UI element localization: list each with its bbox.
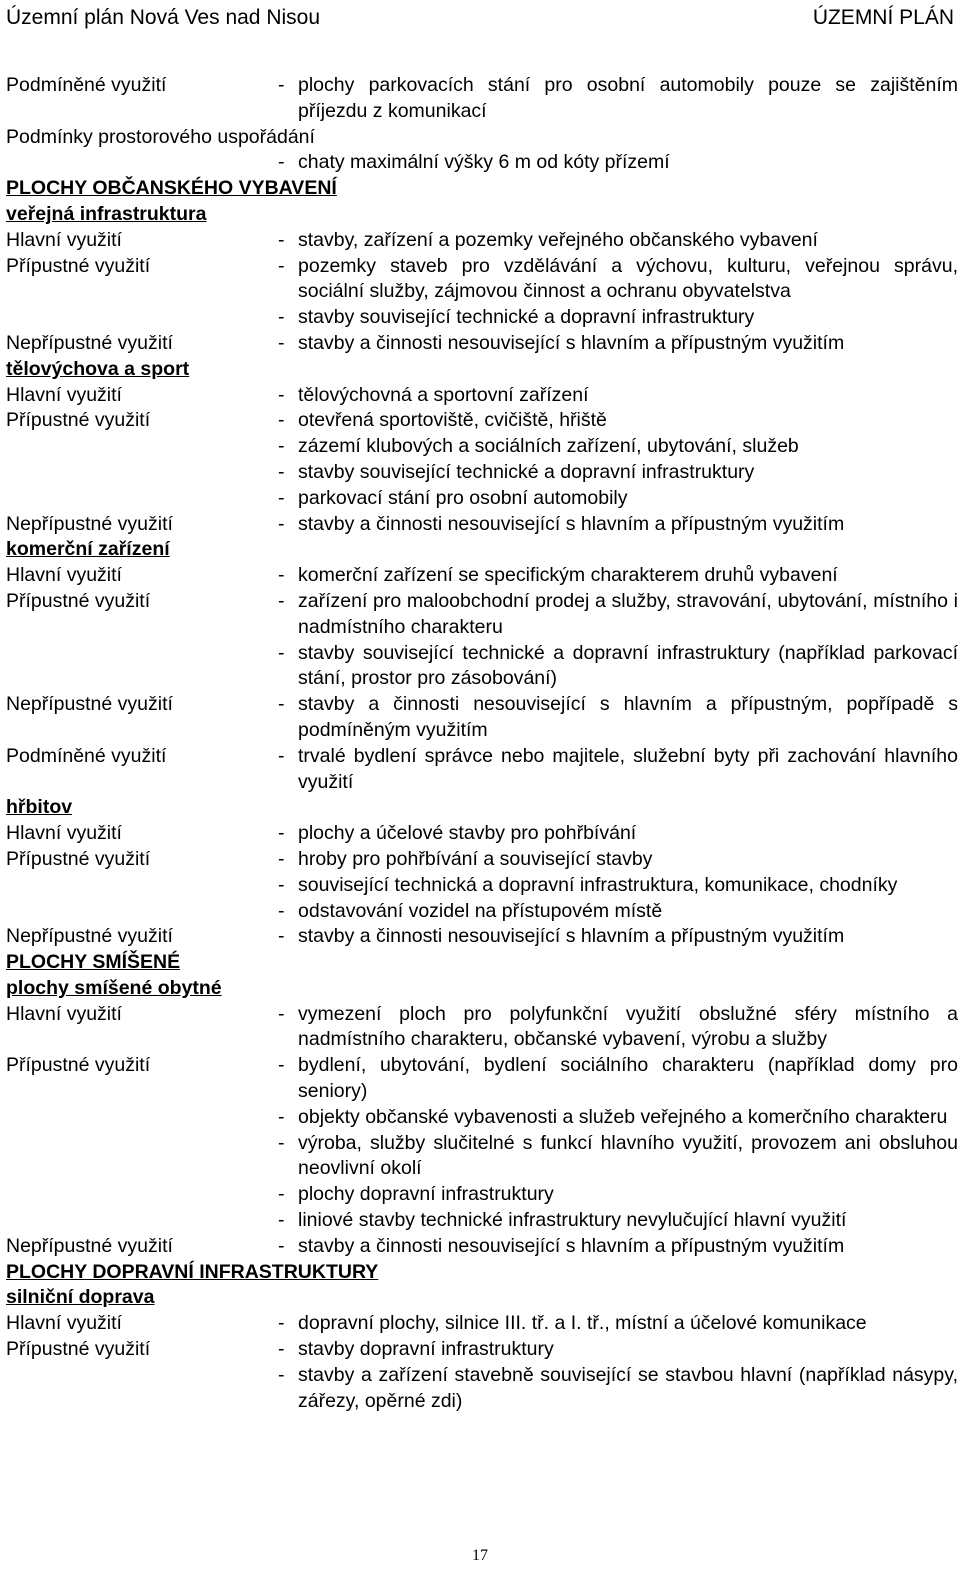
bullet-dash: - xyxy=(278,1183,285,1206)
usage-label: Podmíněné využití xyxy=(6,744,167,767)
usage-item xyxy=(278,228,958,254)
section-heading: silniční doprava xyxy=(6,1286,155,1309)
bullet-dash: - xyxy=(278,74,285,96)
usage-row xyxy=(6,1002,958,1054)
usage-row xyxy=(6,1234,958,1260)
usage-label: Podmíněné využití xyxy=(6,74,167,96)
usage-item xyxy=(278,150,958,176)
usage-items xyxy=(278,847,958,924)
usage-item xyxy=(278,692,958,744)
usage-item xyxy=(278,331,958,357)
section-heading: hřbitov xyxy=(6,796,73,819)
usage-label: Hlavní využití xyxy=(6,564,122,587)
usage-item-text: objekty občanské vybavenosti a služeb veřejného a komerčního charakteru xyxy=(298,1105,948,1128)
usage-item xyxy=(278,641,958,693)
usage-item-text: související technická a dopravní infrastruktura, komunikace, chodníky xyxy=(298,873,898,896)
bullet-dash: - xyxy=(278,383,285,406)
usage-row xyxy=(6,408,958,511)
bullet-dash: - xyxy=(278,641,285,664)
usage-label: Přípustné využití xyxy=(6,589,151,612)
bullet-dash: - xyxy=(278,228,285,251)
usage-label: Přípustné využití xyxy=(6,254,151,277)
usage-label: Hlavní využití xyxy=(6,822,122,845)
usage-row xyxy=(6,1311,958,1337)
section-heading: plochy smíšené obytné xyxy=(6,976,222,999)
bullet-dash: - xyxy=(278,435,285,458)
usage-items xyxy=(278,331,958,357)
usage-item-text: trvalé bydlení správce nebo majitele, služební byty při zachování hlavního využití xyxy=(298,744,958,793)
bullet-dash: - xyxy=(278,254,285,277)
usage-label: Přípustné využití xyxy=(6,1338,151,1361)
usage-item xyxy=(278,512,958,538)
usage-item-text: výroba, služby slučitelné s funkcí hlavního využití, provozem ani obsluhou neovlivní okolí xyxy=(298,1131,958,1180)
usage-items xyxy=(278,73,958,125)
usage-items xyxy=(278,383,958,409)
usage-label: Nepřípustné využití xyxy=(6,925,173,948)
usage-item xyxy=(278,1182,958,1208)
usage-item xyxy=(278,73,958,125)
section-heading: tělovýchova a sport xyxy=(6,357,190,380)
usage-items xyxy=(278,254,958,331)
bullet-dash: - xyxy=(278,873,285,896)
usage-row xyxy=(6,821,958,847)
usage-label: Hlavní využití xyxy=(6,1002,122,1025)
usage-row xyxy=(6,150,958,176)
usage-items xyxy=(278,821,958,847)
usage-label: Nepřípustné využití xyxy=(6,693,173,716)
usage-item xyxy=(278,1131,958,1183)
usage-items xyxy=(278,1311,958,1337)
section-heading: PLOCHY SMÍŠENÉ xyxy=(6,951,181,974)
usage-row xyxy=(6,563,958,589)
usage-item-text: plochy dopravní infrastruktury xyxy=(298,1183,554,1206)
usage-items xyxy=(278,512,958,538)
usage-row xyxy=(6,254,958,331)
usage-item xyxy=(278,408,958,434)
usage-item-text: pozemky staveb pro vzdělávání a výchovu, kulturu, veřejnou správu, sociální služby, zájmovou činnost a ochranu obyvatelstva xyxy=(298,254,958,303)
usage-item xyxy=(278,847,958,873)
bullet-dash: - xyxy=(278,1002,285,1025)
usage-item xyxy=(278,383,958,409)
section-heading: PLOCHY DOPRAVNÍ INFRASTRUKTURY xyxy=(6,1260,379,1283)
usage-item-text: zařízení pro maloobchodní prodej a služby, stravování, ubytování, místního i nadmístního charakteru xyxy=(298,589,958,638)
bullet-dash: - xyxy=(278,486,285,509)
bullet-dash: - xyxy=(278,409,285,432)
usage-row xyxy=(6,73,958,125)
usage-item xyxy=(278,305,958,331)
usage-items xyxy=(278,692,958,744)
usage-row xyxy=(6,924,958,950)
usage-item xyxy=(278,486,958,512)
usage-item xyxy=(278,821,958,847)
usage-item-text: komerční zařízení se specifickým charakterem druhů vybavení xyxy=(298,564,838,587)
usage-item xyxy=(278,873,958,899)
usage-item-text: stavby, zařízení a pozemky veřejného občanského vybavení xyxy=(298,228,818,251)
usage-row xyxy=(6,512,958,538)
usage-item-text: parkovací stání pro osobní automobily xyxy=(298,486,628,509)
usage-item-text: stavby a činnosti nesouvisející s hlavním a přípustným využitím xyxy=(298,925,845,948)
bullet-dash: - xyxy=(278,847,285,870)
usage-item xyxy=(278,1105,958,1131)
usage-item-text: stavby související technické a dopravní infrastruktury xyxy=(298,460,755,483)
usage-row xyxy=(6,744,958,796)
usage-items xyxy=(278,563,958,589)
usage-items xyxy=(278,1337,958,1414)
bullet-dash: - xyxy=(278,1209,285,1232)
usage-item xyxy=(278,1337,958,1363)
usage-item-text: odstavování vozidel na přístupovém místě xyxy=(298,899,663,922)
document-body xyxy=(6,73,958,1414)
bullet-dash: - xyxy=(278,1054,285,1077)
usage-item-text: hroby pro pohřbívání a související stavby xyxy=(298,847,653,870)
bullet-dash: - xyxy=(278,589,285,612)
usage-label: Nepřípustné využití xyxy=(6,331,173,354)
usage-row xyxy=(6,331,958,357)
usage-item xyxy=(278,1363,958,1415)
usage-items xyxy=(278,228,958,254)
usage-item xyxy=(278,1002,958,1054)
bullet-dash: - xyxy=(278,306,285,329)
bullet-dash: - xyxy=(278,564,285,587)
usage-label: Hlavní využití xyxy=(6,1312,122,1335)
usage-row xyxy=(6,847,958,924)
bullet-dash: - xyxy=(278,331,285,354)
usage-item xyxy=(278,1234,958,1260)
bullet-dash: - xyxy=(278,899,285,922)
usage-item-text: stavby související technické a dopravní infrastruktury (například parkovací stání, prostor pro zásobování) xyxy=(298,641,958,690)
page-header xyxy=(6,6,954,36)
usage-item xyxy=(278,460,958,486)
usage-item-text: chaty maximální výšky 6 m od kóty přízemí xyxy=(298,151,670,174)
section-heading: komerční zařízení xyxy=(6,538,170,561)
usage-items xyxy=(278,1234,958,1260)
usage-label: Přípustné využití xyxy=(6,847,151,870)
usage-item xyxy=(278,924,958,950)
usage-item xyxy=(278,563,958,589)
usage-row xyxy=(6,692,958,744)
usage-label: Nepřípustné využití xyxy=(6,1234,173,1257)
usage-row xyxy=(6,125,958,151)
page-number: 17 xyxy=(472,1547,488,1564)
usage-row xyxy=(6,1053,958,1234)
bullet-dash: - xyxy=(278,1338,285,1361)
usage-items xyxy=(278,1053,958,1234)
usage-item-text: stavby dopravní infrastruktury xyxy=(298,1338,554,1361)
usage-row xyxy=(6,1337,958,1414)
usage-items xyxy=(278,924,958,950)
bullet-dash: - xyxy=(278,1131,285,1154)
usage-item-text: plochy a účelové stavby pro pohřbívání xyxy=(298,822,637,845)
usage-items xyxy=(278,408,958,511)
usage-item-text: dopravní plochy, silnice III. tř. a I. tř., místní a účelové komunikace xyxy=(298,1312,867,1335)
usage-item-text: otevřená sportoviště, cvičiště, hřiště xyxy=(298,409,607,432)
bullet-dash: - xyxy=(278,1234,285,1257)
usage-items xyxy=(278,150,958,176)
usage-label: Podmínky prostorového uspořádání xyxy=(6,125,315,148)
usage-item-text: stavby související technické a dopravní infrastruktury xyxy=(298,306,755,329)
usage-label: Přípustné využití xyxy=(6,1054,151,1077)
usage-label: Přípustné využití xyxy=(6,409,151,432)
bullet-dash: - xyxy=(278,744,285,767)
usage-item-text: vymezení ploch pro polyfunkční využití obslužné sféry místního a nadmístního charakteru, občanské vybavení, výrobu a služby xyxy=(298,1002,958,1051)
usage-row xyxy=(6,589,958,692)
usage-item-text: liniové stavby technické infrastruktury nevylučující hlavní využití xyxy=(298,1209,847,1232)
bullet-dash: - xyxy=(278,1105,285,1128)
bullet-dash: - xyxy=(278,151,285,174)
usage-items xyxy=(278,1002,958,1054)
usage-item xyxy=(278,1208,958,1234)
usage-item-text: zázemí klubových a sociálních zařízení, ubytování, služeb xyxy=(298,435,799,458)
usage-item-text: stavby a zařízení stavebně související se stavbou hlavní (například násypy, zářezy, opěrné zdi) xyxy=(298,1363,958,1412)
usage-items xyxy=(278,589,958,692)
usage-item-text: bydlení, ubytování, bydlení sociálního charakteru (například domy pro seniory) xyxy=(298,1054,958,1103)
usage-item xyxy=(278,899,958,925)
bullet-dash: - xyxy=(278,693,285,716)
usage-items xyxy=(278,744,958,796)
section-title: ÚZEMNÍ PLÁN xyxy=(812,6,954,29)
bullet-dash: - xyxy=(278,925,285,948)
usage-row xyxy=(6,228,958,254)
bullet-dash: - xyxy=(278,460,285,483)
usage-item xyxy=(278,434,958,460)
usage-row xyxy=(6,383,958,409)
bullet-dash: - xyxy=(278,1312,285,1335)
usage-item-text: stavby a činnosti nesouvisející s hlavním a přípustným, popřípadě s podmíněným využitím xyxy=(298,693,958,741)
section-heading: veřejná infrastruktura xyxy=(6,202,207,225)
usage-item xyxy=(278,589,958,641)
usage-item-text: stavby a činnosti nesouvisející s hlavním a přípustným využitím xyxy=(298,1234,845,1257)
bullet-dash: - xyxy=(278,822,285,845)
usage-item-text: tělovýchovná a sportovní zařízení xyxy=(298,383,589,406)
document-title: Územní plán Nová Ves nad Nisou xyxy=(6,6,321,29)
usage-item-text: stavby a činnosti nesouvisející s hlavním a přípustným využitím xyxy=(298,512,845,535)
usage-item xyxy=(278,1311,958,1337)
usage-item-text: plochy parkovacích stání pro osobní automobily pouze se zajištěním příjezdu z komunikací xyxy=(298,74,958,122)
section-heading: PLOCHY OBČANSKÉHO VYBAVENÍ xyxy=(6,177,337,200)
usage-label: Nepřípustné využití xyxy=(6,512,173,535)
usage-item xyxy=(278,744,958,796)
usage-item xyxy=(278,254,958,306)
usage-item xyxy=(278,1053,958,1105)
usage-item-text: stavby a činnosti nesouvisející s hlavním a přípustným využitím xyxy=(298,331,845,354)
bullet-dash: - xyxy=(278,1363,285,1386)
usage-label: Hlavní využití xyxy=(6,383,122,406)
bullet-dash: - xyxy=(278,512,285,535)
usage-label: Hlavní využití xyxy=(6,228,122,251)
